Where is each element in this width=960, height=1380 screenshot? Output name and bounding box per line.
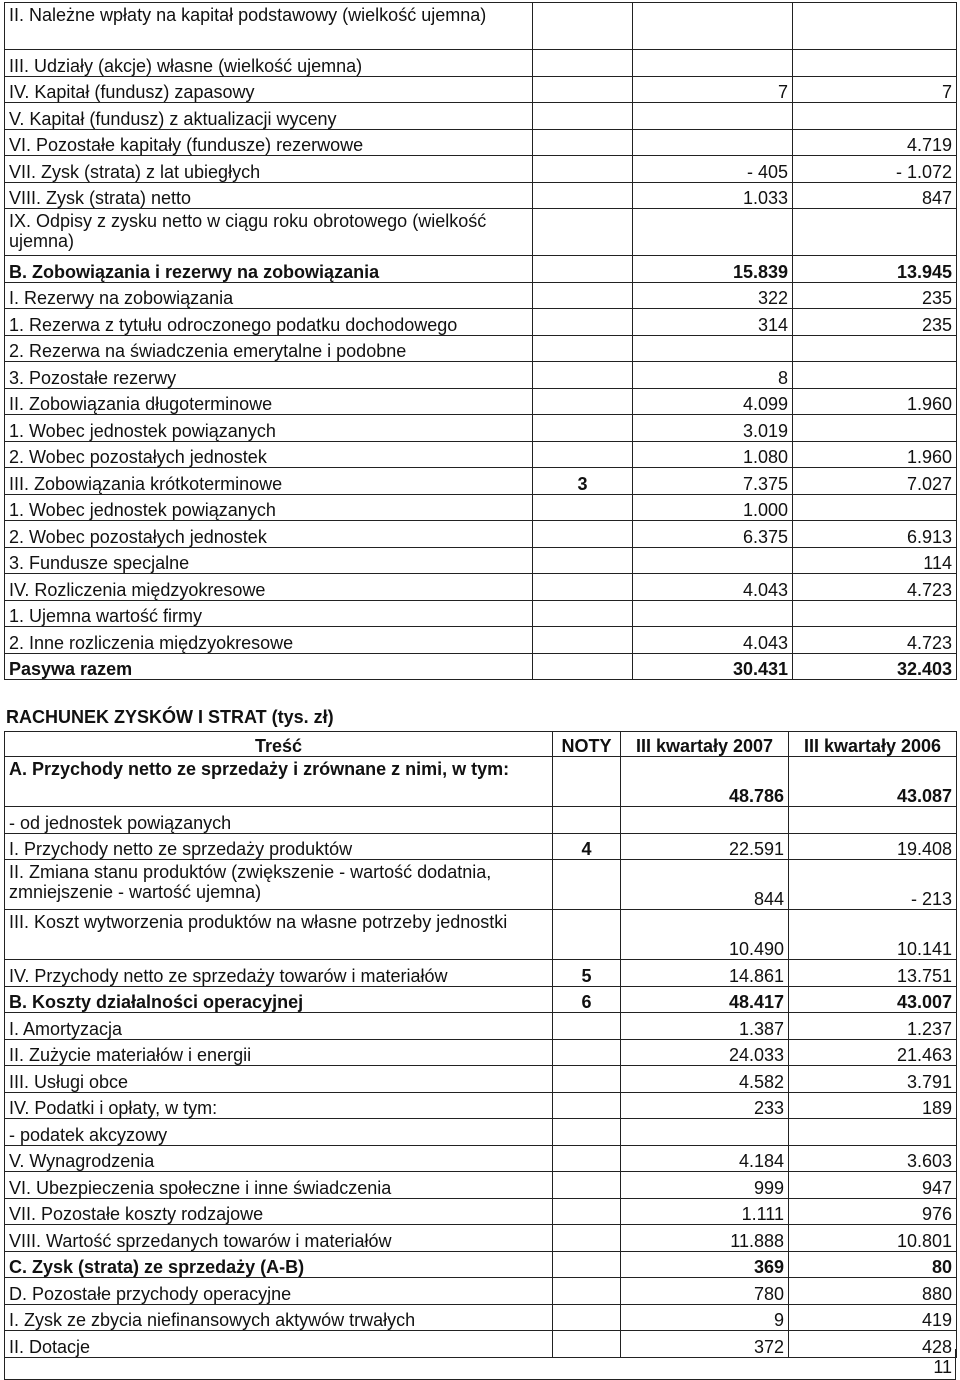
row-previous-value bbox=[789, 1119, 957, 1146]
row-previous-value: 4.723 bbox=[793, 574, 957, 601]
row-label: 3. Pozostałe rezerwy bbox=[5, 362, 533, 389]
row-current-value: 9 bbox=[621, 1304, 789, 1331]
row-note bbox=[533, 441, 633, 468]
row-label: VII. Zysk (strata) z lat ubiegłych bbox=[5, 156, 533, 183]
income-statement-title: RACHUNEK ZYSKÓW I STRAT (tys. zł) bbox=[6, 707, 334, 727]
row-previous-value: 10.801 bbox=[789, 1225, 957, 1252]
row-note bbox=[533, 362, 633, 389]
row-current-value: 10.490 bbox=[621, 910, 789, 960]
row-previous-value: 32.403 bbox=[793, 653, 957, 680]
row-label: I. Przychody netto ze sprzedaży produktów bbox=[5, 833, 553, 860]
row-note bbox=[533, 182, 633, 209]
row-previous-value: 1.960 bbox=[793, 388, 957, 415]
row-current-value: 1.080 bbox=[633, 441, 793, 468]
row-note bbox=[533, 256, 633, 283]
row-label: VI. Ubezpieczenia społeczne i inne świadczenia bbox=[5, 1172, 553, 1199]
header-notes: NOTY bbox=[553, 732, 621, 757]
row-note bbox=[533, 309, 633, 336]
row-previous-value bbox=[793, 3, 957, 50]
row-note bbox=[553, 1225, 621, 1252]
header-current-period: III kwartały 2007 bbox=[621, 732, 789, 757]
row-current-value: 322 bbox=[633, 282, 793, 309]
row-label: D. Pozostałe przychody operacyjne bbox=[5, 1278, 553, 1305]
income-row bbox=[5, 1145, 957, 1172]
row-label: VIII. Wartość sprzedanych towarów i materiałów bbox=[5, 1225, 553, 1252]
row-current-value: 14.861 bbox=[621, 960, 789, 987]
row-previous-value: 3.603 bbox=[789, 1145, 957, 1172]
row-note bbox=[553, 1119, 621, 1146]
row-label: I. Amortyzacja bbox=[5, 1013, 553, 1040]
row-current-value: 233 bbox=[621, 1092, 789, 1119]
income-row bbox=[5, 1304, 957, 1331]
row-label: III. Usługi obce bbox=[5, 1066, 553, 1093]
income-row bbox=[5, 910, 957, 960]
row-label: B. Koszty działalności operacyjnej bbox=[5, 986, 553, 1013]
row-previous-value: 7 bbox=[793, 76, 957, 103]
row-note bbox=[533, 521, 633, 548]
income-row bbox=[5, 860, 957, 910]
balance-row bbox=[5, 209, 957, 256]
balance-row bbox=[5, 76, 957, 103]
income-statement-table bbox=[4, 731, 957, 1358]
row-current-value: 1.033 bbox=[633, 182, 793, 209]
row-label: II. Należne wpłaty na kapitał podstawowy (wielkość ujemna) bbox=[5, 3, 533, 50]
balance-row bbox=[5, 600, 957, 627]
balance-row bbox=[5, 50, 957, 77]
row-label: - od jednostek powiązanych bbox=[5, 807, 553, 834]
row-current-value: 7 bbox=[633, 76, 793, 103]
balance-row bbox=[5, 182, 957, 209]
row-label: 1. Wobec jednostek powiązanych bbox=[5, 494, 533, 521]
page-number: 11 bbox=[933, 1357, 952, 1377]
row-previous-value bbox=[789, 807, 957, 834]
income-row bbox=[5, 1225, 957, 1252]
balance-row bbox=[5, 441, 957, 468]
row-previous-value: - 1.072 bbox=[793, 156, 957, 183]
row-label: VI. Pozostałe kapitały (fundusze) rezerwowe bbox=[5, 129, 533, 156]
row-label: III. Zobowiązania krótkoterminowe bbox=[5, 468, 533, 495]
row-current-value bbox=[633, 3, 793, 50]
row-note bbox=[553, 1066, 621, 1093]
row-previous-value: 7.027 bbox=[793, 468, 957, 495]
row-note bbox=[553, 807, 621, 834]
row-label: II. Zmiana stanu produktów (zwiększenie - wartość dodatnia, zmniejszenie - wartość ujemna) bbox=[5, 860, 553, 910]
row-note bbox=[553, 1251, 621, 1278]
row-previous-value: 419 bbox=[789, 1304, 957, 1331]
row-note: 5 bbox=[553, 960, 621, 987]
row-previous-value: 976 bbox=[789, 1198, 957, 1225]
row-note bbox=[533, 600, 633, 627]
row-label: II. Zobowiązania długoterminowe bbox=[5, 388, 533, 415]
balance-row bbox=[5, 627, 957, 654]
row-current-value: 11.888 bbox=[621, 1225, 789, 1252]
row-label: - podatek akcyzowy bbox=[5, 1119, 553, 1146]
row-label: 3. Fundusze specjalne bbox=[5, 547, 533, 574]
balance-row bbox=[5, 282, 957, 309]
row-current-value: 780 bbox=[621, 1278, 789, 1305]
balance-row bbox=[5, 3, 957, 50]
row-label: IV. Podatki i opłaty, w tym: bbox=[5, 1092, 553, 1119]
row-previous-value: 4.719 bbox=[793, 129, 957, 156]
row-current-value: 1.000 bbox=[633, 494, 793, 521]
row-note bbox=[553, 1013, 621, 1040]
row-previous-value bbox=[793, 415, 957, 442]
row-label: III. Udziały (akcje) własne (wielkość ujemna) bbox=[5, 50, 533, 77]
row-current-value: 314 bbox=[633, 309, 793, 336]
row-note bbox=[553, 1278, 621, 1305]
row-label: VIII. Zysk (strata) netto bbox=[5, 182, 533, 209]
row-label: I. Rezerwy na zobowiązania bbox=[5, 282, 533, 309]
header-content: Treść bbox=[5, 732, 553, 757]
income-row bbox=[5, 1066, 957, 1093]
row-current-value bbox=[633, 547, 793, 574]
row-current-value: 999 bbox=[621, 1172, 789, 1199]
row-note bbox=[553, 1145, 621, 1172]
row-current-value: 4.043 bbox=[633, 574, 793, 601]
row-note bbox=[553, 757, 621, 807]
balance-sheet-liabilities-table bbox=[4, 2, 957, 680]
row-note bbox=[533, 103, 633, 130]
row-note bbox=[553, 1172, 621, 1199]
row-label: IV. Przychody netto ze sprzedaży towarów i materiałów bbox=[5, 960, 553, 987]
row-current-value: 6.375 bbox=[633, 521, 793, 548]
balance-row bbox=[5, 256, 957, 283]
row-current-value: 4.582 bbox=[621, 1066, 789, 1093]
row-previous-value: 235 bbox=[793, 282, 957, 309]
row-current-value: 4.099 bbox=[633, 388, 793, 415]
row-current-value: 3.019 bbox=[633, 415, 793, 442]
row-label: B. Zobowiązania i rezerwy na zobowiązania bbox=[5, 256, 533, 283]
row-current-value bbox=[633, 103, 793, 130]
row-current-value: 1.111 bbox=[621, 1198, 789, 1225]
row-previous-value: 1.960 bbox=[793, 441, 957, 468]
row-note bbox=[533, 574, 633, 601]
row-note bbox=[533, 50, 633, 77]
row-note bbox=[553, 1039, 621, 1066]
row-label: IX. Odpisy z zysku netto w ciągu roku obrotowego (wielkość ujemna) bbox=[5, 209, 533, 256]
row-previous-value: 235 bbox=[793, 309, 957, 336]
row-note bbox=[533, 388, 633, 415]
row-previous-value: 19.408 bbox=[789, 833, 957, 860]
row-current-value: 4.043 bbox=[633, 627, 793, 654]
balance-row bbox=[5, 335, 957, 362]
row-current-value: 7.375 bbox=[633, 468, 793, 495]
balance-row bbox=[5, 388, 957, 415]
balance-row bbox=[5, 574, 957, 601]
row-current-value: 1.387 bbox=[621, 1013, 789, 1040]
row-current-value: 22.591 bbox=[621, 833, 789, 860]
row-current-value: 48.417 bbox=[621, 986, 789, 1013]
income-row bbox=[5, 833, 957, 860]
row-note bbox=[533, 653, 633, 680]
row-previous-value: 880 bbox=[789, 1278, 957, 1305]
row-label: V. Wynagrodzenia bbox=[5, 1145, 553, 1172]
row-previous-value: 13.945 bbox=[793, 256, 957, 283]
row-current-value: 8 bbox=[633, 362, 793, 389]
income-row bbox=[5, 1039, 957, 1066]
row-note bbox=[533, 415, 633, 442]
row-note: 3 bbox=[533, 468, 633, 495]
row-previous-value bbox=[793, 103, 957, 130]
row-previous-value: 43.087 bbox=[789, 757, 957, 807]
balance-row bbox=[5, 309, 957, 336]
row-current-value: 4.184 bbox=[621, 1145, 789, 1172]
row-current-value bbox=[633, 50, 793, 77]
row-note bbox=[533, 76, 633, 103]
row-note: 4 bbox=[553, 833, 621, 860]
row-note bbox=[533, 335, 633, 362]
row-current-value bbox=[621, 1119, 789, 1146]
row-previous-value bbox=[793, 335, 957, 362]
row-previous-value bbox=[793, 50, 957, 77]
row-label: VII. Pozostałe koszty rodzajowe bbox=[5, 1198, 553, 1225]
row-current-value bbox=[633, 129, 793, 156]
row-label: II. Dotacje bbox=[5, 1331, 553, 1358]
row-current-value: 844 bbox=[621, 860, 789, 910]
row-label: IV. Kapitał (fundusz) zapasowy bbox=[5, 76, 533, 103]
row-previous-value bbox=[793, 494, 957, 521]
income-row bbox=[5, 960, 957, 987]
row-note bbox=[533, 547, 633, 574]
balance-row bbox=[5, 362, 957, 389]
row-label: V. Kapitał (fundusz) z aktualizacji wyceny bbox=[5, 103, 533, 130]
balance-row bbox=[5, 521, 957, 548]
income-row bbox=[5, 1172, 957, 1199]
row-label: II. Zużycie materiałów i energii bbox=[5, 1039, 553, 1066]
income-row bbox=[5, 757, 957, 807]
row-label: 2. Wobec pozostałych jednostek bbox=[5, 521, 533, 548]
row-previous-value: 6.913 bbox=[793, 521, 957, 548]
balance-row bbox=[5, 103, 957, 130]
income-row bbox=[5, 1278, 957, 1305]
row-label: A. Przychody netto ze sprzedaży i zrównane z nimi, w tym: bbox=[5, 757, 553, 807]
income-row bbox=[5, 1119, 957, 1146]
row-current-value bbox=[633, 209, 793, 256]
row-previous-value: 3.791 bbox=[789, 1066, 957, 1093]
income-row bbox=[5, 1198, 957, 1225]
row-previous-value: 80 bbox=[789, 1251, 957, 1278]
row-previous-value: 4.723 bbox=[793, 627, 957, 654]
row-previous-value: 10.141 bbox=[789, 910, 957, 960]
income-row bbox=[5, 986, 957, 1013]
row-current-value bbox=[633, 335, 793, 362]
row-note bbox=[553, 1304, 621, 1331]
row-note bbox=[533, 3, 633, 50]
row-note bbox=[553, 1092, 621, 1119]
row-previous-value: 189 bbox=[789, 1092, 957, 1119]
row-label: C. Zysk (strata) ze sprzedaży (A-B) bbox=[5, 1251, 553, 1278]
row-current-value: 372 bbox=[621, 1331, 789, 1358]
balance-row bbox=[5, 129, 957, 156]
income-row bbox=[5, 1092, 957, 1119]
row-note bbox=[533, 129, 633, 156]
row-label: 1. Ujemna wartość firmy bbox=[5, 600, 533, 627]
row-previous-value: 43.007 bbox=[789, 986, 957, 1013]
row-label: 2. Inne rozliczenia międzyokresowe bbox=[5, 627, 533, 654]
row-label: IV. Rozliczenia międzyokresowe bbox=[5, 574, 533, 601]
row-current-value: 369 bbox=[621, 1251, 789, 1278]
income-row bbox=[5, 1013, 957, 1040]
row-previous-value: - 213 bbox=[789, 860, 957, 910]
balance-row bbox=[5, 547, 957, 574]
row-note bbox=[533, 156, 633, 183]
row-previous-value: 428 bbox=[789, 1331, 957, 1358]
row-label: 2. Rezerwa na świadczenia emerytalne i podobne bbox=[5, 335, 533, 362]
row-label: III. Koszt wytworzenia produktów na własne potrzeby jednostki bbox=[5, 910, 553, 960]
row-note bbox=[553, 910, 621, 960]
row-note bbox=[533, 494, 633, 521]
balance-row bbox=[5, 156, 957, 183]
row-label: 1. Wobec jednostek powiązanych bbox=[5, 415, 533, 442]
page-footer-frame bbox=[4, 1349, 956, 1380]
row-note: 6 bbox=[553, 986, 621, 1013]
row-previous-value: 847 bbox=[793, 182, 957, 209]
row-note bbox=[533, 627, 633, 654]
row-current-value bbox=[633, 600, 793, 627]
row-previous-value bbox=[793, 362, 957, 389]
header-previous-period: III kwartały 2006 bbox=[789, 732, 957, 757]
row-current-value bbox=[621, 807, 789, 834]
row-previous-value: 947 bbox=[789, 1172, 957, 1199]
balance-row bbox=[5, 468, 957, 495]
balance-row bbox=[5, 415, 957, 442]
row-previous-value bbox=[793, 209, 957, 256]
row-current-value: 30.431 bbox=[633, 653, 793, 680]
row-current-value: 48.786 bbox=[621, 757, 789, 807]
row-current-value: - 405 bbox=[633, 156, 793, 183]
row-previous-value: 13.751 bbox=[789, 960, 957, 987]
row-note bbox=[553, 860, 621, 910]
row-label: I. Zysk ze zbycia niefinansowych aktywów trwałych bbox=[5, 1304, 553, 1331]
row-label: 2. Wobec pozostałych jednostek bbox=[5, 441, 533, 468]
row-previous-value: 114 bbox=[793, 547, 957, 574]
row-note bbox=[533, 282, 633, 309]
balance-row bbox=[5, 653, 957, 680]
row-label: Pasywa razem bbox=[5, 653, 533, 680]
row-current-value: 15.839 bbox=[633, 256, 793, 283]
row-label: 1. Rezerwa z tytułu odroczonego podatku dochodowego bbox=[5, 309, 533, 336]
row-previous-value bbox=[793, 600, 957, 627]
balance-row bbox=[5, 494, 957, 521]
income-statement-header-row bbox=[5, 732, 957, 757]
row-current-value: 24.033 bbox=[621, 1039, 789, 1066]
income-row bbox=[5, 807, 957, 834]
row-note bbox=[533, 209, 633, 256]
income-row bbox=[5, 1251, 957, 1278]
row-previous-value: 1.237 bbox=[789, 1013, 957, 1040]
row-note bbox=[553, 1198, 621, 1225]
row-previous-value: 21.463 bbox=[789, 1039, 957, 1066]
